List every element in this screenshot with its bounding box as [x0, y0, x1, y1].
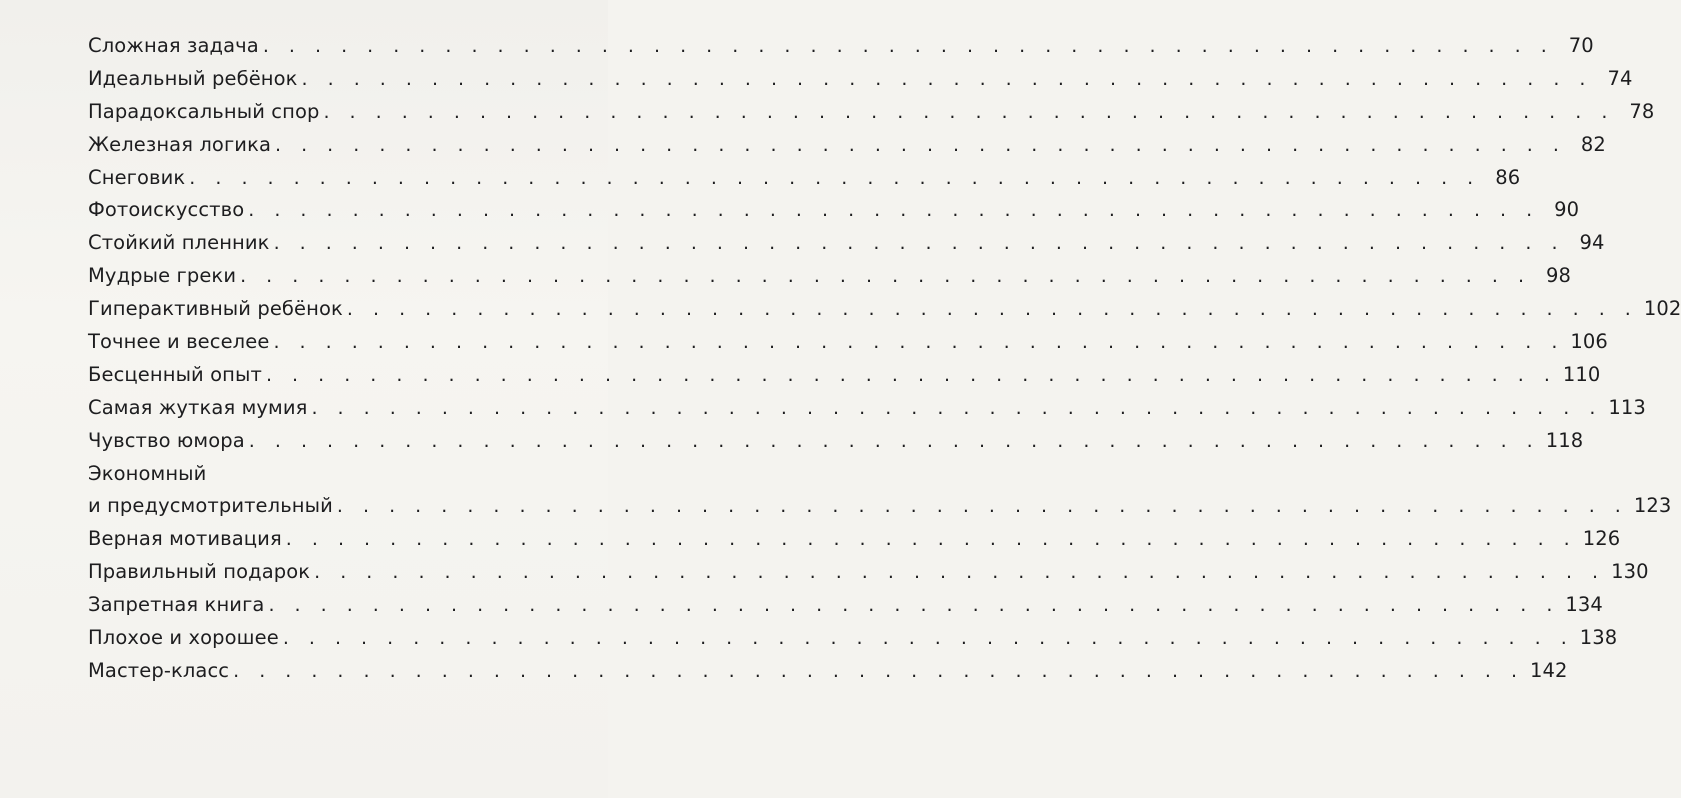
dot-leader: . . . . . . . . . . . . . . . . . . . . . . . . . . . . . . . . . . . . . . . . . . . . . . . . . .: [189, 166, 1481, 189]
toc-entry-title: Самая жуткая мумия: [88, 395, 308, 419]
toc-entry-title: Мудрые греки: [88, 264, 237, 288]
toc-entry-title: Мастер-класс: [88, 658, 230, 682]
toc-entry: [88, 293, 1681, 326]
dot-leader: . . . . . . . . . . . . . . . . . . . . . . . . . . . . . . . . . . . . . . . . . . . . . . . . . .: [248, 199, 1540, 222]
dot-leader: . . . . . . . . . . . . . . . . . . . . . . . . . . . . . . . . . . . . . . . . . . . . . . . . . .: [275, 133, 1566, 156]
dot-leader: . . . . . . . . . . . . . . . . . . . . . . . . . . . . . . . . . . . . . . . . . . . . . . . . . .: [265, 363, 1557, 386]
toc-entry-title-continued: и предусмотрительный: [88, 494, 333, 518]
toc-entry-page-number: 130: [1611, 560, 1649, 584]
toc-entry-title: Стойкий пленник: [88, 231, 270, 255]
toc-entry-line: [88, 622, 1618, 655]
toc-entry: [88, 194, 1580, 227]
toc-entry-line: [88, 162, 1521, 195]
toc-entry-title: Железная логика: [88, 132, 271, 156]
dot-leader: . . . . . . . . . . . . . . . . . . . . . . . . . . . . . . . . . . . . . . . . . . . . . . . . . .: [314, 561, 1606, 584]
dot-leader: . . . . . . . . . . . . . . . . . . . . . . . . . . . . . . . . . . . . . . . . . . . . . . . . . .: [268, 594, 1560, 617]
toc-entry-line: [88, 523, 1621, 556]
dot-leader: . . . . . . . . . . . . . . . . . . . . . . . . . . . . . . . . . . . . . . . . . . . . . . . . . .: [311, 396, 1603, 419]
toc-entry-title: Правильный подарок: [88, 560, 311, 584]
toc-entry-page-number: 78: [1629, 99, 1655, 123]
toc-entry: [88, 30, 1594, 63]
toc-entry: [88, 622, 1618, 655]
dot-leader: . . . . . . . . . . . . . . . . . . . . . . . . . . . . . . . . . . . . . . . . . . . . . . . . . .: [336, 495, 1628, 518]
dot-leader: . . . . . . . . . . . . . . . . . . . . . . . . . . . . . . . . . . . . . . . . . . . . . . . . . .: [240, 265, 1532, 288]
toc-entry-title: Гиперактивный ребёнок: [88, 297, 343, 321]
toc-entry-title: Верная мотивация: [88, 527, 282, 551]
toc-entry-page-number: 110: [1562, 362, 1601, 386]
dot-leader: . . . . . . . . . . . . . . . . . . . . . . . . . . . . . . . . . . . . . . . . . . . . . . . . . .: [273, 232, 1565, 255]
toc-entry: [88, 392, 1646, 425]
toc-entry-line: [88, 359, 1601, 392]
dot-leader: . . . . . . . . . . . . . . . . . . . . . . . . . . . . . . . . . . . . . . . . . . . . . . . . . .: [273, 331, 1565, 354]
toc-entry-page-number: 118: [1545, 428, 1584, 452]
toc-entry-line: [88, 293, 1681, 326]
toc-entry-line: [88, 425, 1584, 458]
toc-entry-line: [88, 556, 1649, 589]
toc-entry-line: [88, 326, 1608, 359]
toc-entry-line: [88, 96, 1655, 129]
toc-entry-page-number: 98: [1546, 264, 1572, 288]
toc-entry: [88, 63, 1633, 96]
dot-leader: . . . . . . . . . . . . . . . . . . . . . . . . . . . . . . . . . . . . . . . . . . . . . . . . . .: [248, 429, 1540, 452]
toc-entry: [88, 589, 1603, 622]
toc-entry-line: [88, 260, 1572, 293]
dot-leader: . . . . . . . . . . . . . . . . . . . . . . . . . . . . . . . . . . . . . . . . . . . . . . . . . .: [282, 627, 1574, 650]
dot-leader: . . . . . . . . . . . . . . . . . . . . . . . . . . . . . . . . . . . . . . . . . . . . . . . . . .: [233, 659, 1525, 682]
toc-entry-line: [88, 655, 1568, 688]
toc-entry-page-number: 94: [1579, 231, 1605, 255]
toc-entry-title: Чувство юмора: [88, 428, 245, 452]
toc-entry-title: Бесценный опыт: [88, 362, 262, 386]
toc-entry-title: Фотоискусство: [88, 198, 245, 222]
dot-leader: . . . . . . . . . . . . . . . . . . . . . . . . . . . . . . . . . . . . . . . . . . . . . . . . . .: [285, 528, 1577, 551]
toc-entry: [88, 227, 1605, 260]
toc-entry-page-number: 142: [1530, 658, 1568, 682]
toc-entry-line: [88, 392, 1646, 425]
toc-entry-title: Сложная задача: [88, 34, 259, 57]
toc-entry-page-number: 123: [1633, 494, 1672, 518]
table-of-contents: [88, 30, 1681, 688]
dot-leader: . . . . . . . . . . . . . . . . . . . . . . . . . . . . . . . . . . . . . . . . . . . . . . . . . .: [301, 67, 1593, 90]
toc-entry-page-number: 70: [1568, 34, 1594, 57]
toc-entry-title: Экономный: [88, 461, 207, 485]
dot-leader: . . . . . . . . . . . . . . . . . . . . . . . . . . . . . . . . . . . . . . . . . . . . . . . . . .: [346, 298, 1638, 321]
toc-entry: [88, 326, 1608, 359]
toc-entry-page-number: 106: [1570, 330, 1608, 354]
toc-entry: [88, 655, 1568, 688]
toc-entry: [88, 458, 1672, 524]
toc-entry-line: [88, 458, 520, 491]
toc-entry-page-number: 134: [1565, 593, 1603, 617]
toc-entry-title: Парадоксальный спор: [88, 99, 320, 123]
toc-entry-title: Точнее и веселее: [88, 330, 270, 354]
toc-entry: [88, 359, 1601, 392]
toc-entry: [88, 162, 1521, 195]
toc-entry-line: [88, 227, 1605, 260]
toc-entry-page-number: 90: [1554, 198, 1580, 222]
toc-entry-page-number: 74: [1607, 66, 1633, 90]
toc-entry-page-number: 113: [1608, 395, 1646, 419]
toc-entry-title: Идеальный ребёнок: [88, 66, 298, 90]
toc-entry-page-number: 86: [1495, 165, 1521, 189]
toc-entry: [88, 556, 1649, 589]
toc-entry-page-number: 126: [1582, 527, 1621, 551]
toc-entry: [88, 425, 1584, 458]
toc-entry-title: Плохое и хорошее: [88, 626, 279, 650]
toc-entry-title: Запретная книга: [88, 593, 265, 617]
toc-entry-line: [88, 490, 1672, 523]
dot-leader: . . . . . . . . . . . . . . . . . . . . . . . . . . . . . . . . . . . . . . . . . . . . . . . . . .: [323, 100, 1615, 123]
toc-entry-line: [88, 589, 1603, 622]
toc-entry: [88, 129, 1606, 162]
dot-leader: . . . . . . . . . . . . . . . . . . . . . . . . . . . . . . . . . . . . . . . . . . . . . . . . . .: [262, 35, 1554, 57]
toc-entry-page-number: 82: [1580, 132, 1606, 156]
toc-entry: [88, 523, 1621, 556]
toc-entry-title: Снеговик: [88, 165, 186, 189]
toc-entry-page-number: 138: [1579, 626, 1618, 650]
toc-entry: [88, 260, 1572, 293]
toc-entry-line: [88, 129, 1606, 162]
toc-entry-line: [88, 63, 1633, 96]
toc-entry-line: [88, 30, 1594, 63]
toc-entry-line: [88, 194, 1580, 227]
toc-entry-page-number: 102: [1643, 297, 1681, 321]
toc-entry: [88, 96, 1655, 129]
